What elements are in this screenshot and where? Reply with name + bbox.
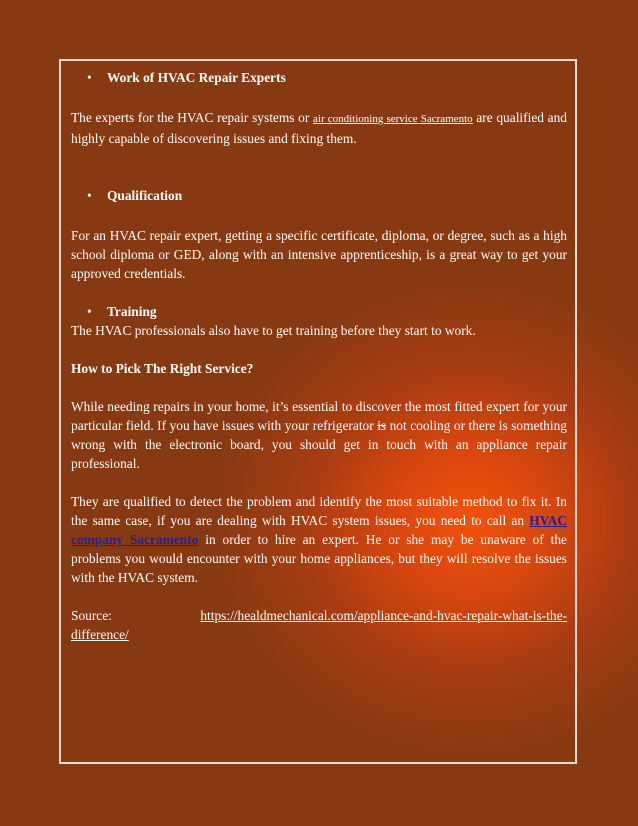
hvac-company-link[interactable]: HVAC company Sacramento: [71, 513, 567, 547]
pick-service-heading: How to Pick The Right Service?: [71, 361, 254, 376]
bullet-icon: •: [87, 304, 92, 319]
bullet-heading-training: [71, 302, 567, 321]
qualification-paragraph: For an HVAC repair expert, getting a specific certificate, diploma, or degree, such as a high school diploma or GED, along with an intensive apprenticeship, is a great way to get your approved credentials.: [71, 228, 567, 281]
pick-paragraph-2: They are qualified to detect the problem and identify the most suitable method to fix it. In the same case, if you are dealing with HVAC system issues, you need to call an HVAC company Sacramento in order to hire an expert. He or she may be unaware of the problems you would encounter with your home appliances, but they will resolve the issues with the HVAC system.: [71, 494, 567, 585]
bullet-icon: •: [87, 70, 92, 85]
bullet-icon: •: [87, 188, 92, 203]
source-link-part2[interactable]: difference/: [71, 627, 129, 642]
struck-word: is: [377, 418, 387, 433]
document-body: [71, 68, 567, 644]
source-link-part1[interactable]: https://healdmechanical.com/appliance-and-hvac-repair-what-is-the-: [200, 608, 567, 623]
bullet-heading-work: [71, 68, 567, 87]
pick-paragraph-1: While needing repairs in your home, it’s essential to discover the most fitted expert for your particular field. If you have issues with your refrigerator is not cooling or there is something wrong with the electronic board, you should get in touch with an appliance repair professional.: [71, 399, 567, 471]
training-paragraph: The HVAC professionals also have to get training before they start to work.: [71, 323, 476, 338]
qualification-heading: Qualification: [107, 188, 183, 203]
source-line: [71, 606, 567, 625]
bullet-heading-qualification: [71, 186, 567, 205]
training-heading: Training: [107, 304, 157, 319]
air-conditioning-link[interactable]: air conditioning service Sacramento: [313, 113, 473, 125]
work-paragraph: The experts for the HVAC repair systems or air conditioning service Sacramento are qualified and highly capable of discovering issues and fixing them.: [71, 110, 567, 146]
source-label: Source:: [71, 608, 112, 623]
work-heading: Work of HVAC Repair Experts: [107, 70, 286, 85]
